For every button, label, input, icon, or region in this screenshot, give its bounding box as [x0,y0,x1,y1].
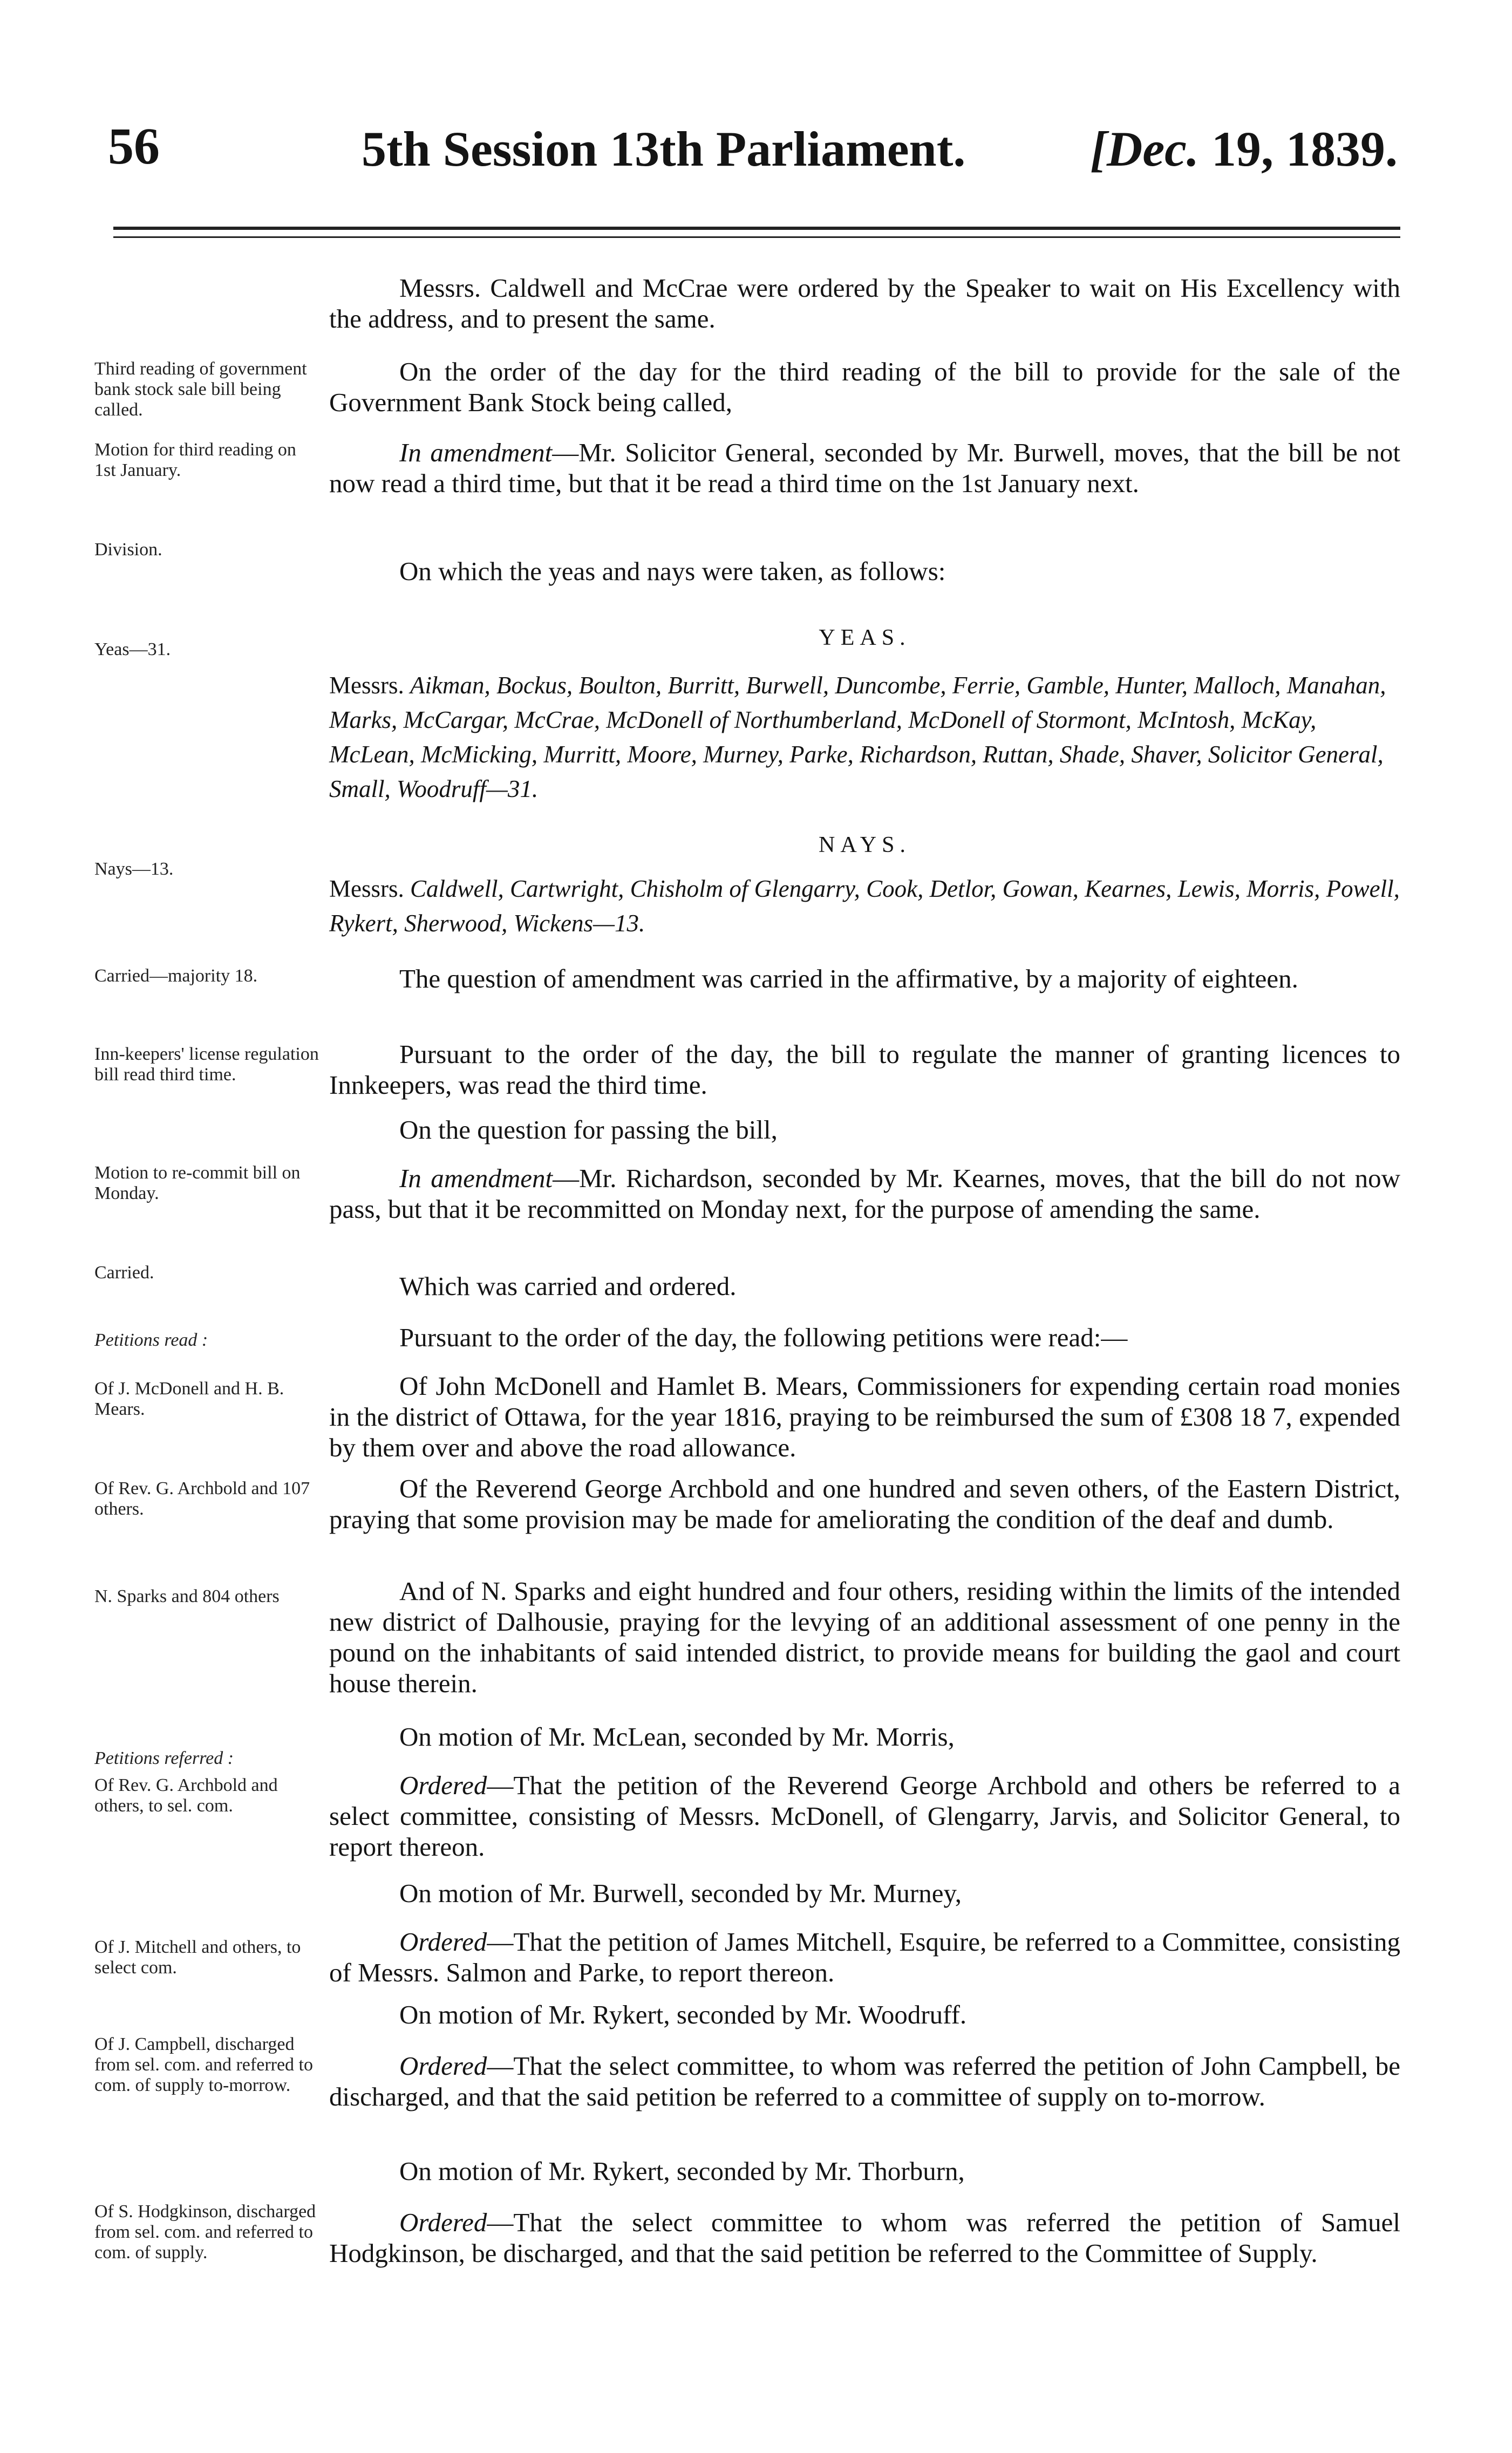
paragraph-text: Which was carried and ordered. [399,1271,737,1301]
paragraph-text: On the order of the day for the third reading of the bill to provide for the sale of the Government Bank Stock being called, [329,357,1400,417]
paragraph-lead: In amendment [399,1163,553,1193]
paragraph [329,1878,1400,1909]
paragraph-lead: Ordered [399,1927,487,1957]
paragraph [329,1322,1400,1353]
margin-note: Carried. [94,1263,154,1283]
margin-note: Of J. Campbell, discharged from sel. com. and referred to com. of supply to-morrow. [94,2034,313,2095]
margin-note: Motion to re-commit bill on Monday. [94,1163,301,1203]
paragraph-text: Pursuant to the order of the day, the following petitions were read:— [399,1323,1128,1352]
header-rule-thin [113,236,1400,238]
margin-note: Third reading of government bank stock sale bill being called. [94,359,307,420]
yeas-label: Messrs. [329,672,404,699]
running-title: 5th Session 13th Parliament. [362,121,966,176]
margin-note: Of J. McDonell and H. B. Mears. [94,1379,284,1419]
paragraph [329,1770,1400,1862]
paragraph [329,1926,1400,1988]
paragraph-text: —That the select committee, to whom was referred the petition of John Campbell, be discharged, and that the said petition be referred to a committee of supply on to-morrow. [329,2051,1400,2111]
yeas-heading: YEAS. [819,625,911,650]
paragraph [329,437,1400,499]
paragraph [329,2207,1400,2268]
margin-note: Of Rev. G. Archbold and others, to sel. com. [94,1775,278,1816]
paragraph-text: Pursuant to the order of the day, the bill to regulate the manner of granting licences to Innkeepers, was read the third time. [329,1039,1400,1100]
margin-note: Carried—majority 18. [94,966,258,986]
paragraph [329,1721,1400,1752]
running-date [1090,120,1398,178]
paragraph-text: On motion of Mr. Burwell, seconded by Mr. Murney, [399,1878,962,1908]
paragraph-text: And of N. Sparks and eight hundred and four others, residing within the limits of the intended new district of Dalhousie, praying for the levying of an additional assessment of one penny in the pound on the inhabitants of said intended district, to provide means for building the gaol and court house therein. [329,1576,1400,1698]
paragraph [329,2156,1400,2186]
yeas-list [329,668,1400,806]
running-date-year: 19, 1839. [1199,121,1398,176]
paragraph-text: Messrs. Caldwell and McCrae were ordered by the Speaker to wait on His Excellency with the address, and to present the same. [329,273,1400,333]
margin-note-heading: Petitions referred : [94,1748,234,1768]
paragraph-text: —That the select committee to whom was referred the petition of Samuel Hodgkinson, be discharged, and that the said petition be referred to the Committee of Supply. [329,2207,1400,2268]
paragraph [329,356,1400,418]
paragraph-lead: Ordered [399,2051,487,2081]
margin-note: Of J. Mitchell and others, to select com. [94,1937,301,1978]
header-rule-thick [113,227,1400,230]
paragraph [329,2050,1400,2112]
paragraph-lead: In amendment [399,438,553,467]
running-date-month: [Dec. [1090,121,1199,176]
nays-names: Caldwell, Cartwright, Chisholm of Glengarry, Cook, Detlor, Gowan, Kearnes, Lewis, Morris, Powell, Rykert, Sherwood, Wickens—13. [329,875,1400,937]
paragraph-lead: Ordered [399,2207,487,2237]
nays-label: Messrs. [329,875,404,902]
margin-note: N. Sparks and 804 others [94,1586,280,1606]
paragraph-text: On which the yeas and nays were taken, as follows: [399,556,946,586]
paragraph [329,272,1400,334]
paragraph [329,1576,1400,1699]
paragraph-text: Of John McDonell and Hamlet B. Mears, Commissioners for expending certain road monies in the district of Ottawa, for the year 1816, praying to be reimbursed the sum of £308 18 7, expended by them over and above the road allowance. [329,1371,1400,1462]
paragraph-text: On the question for passing the bill, [399,1115,778,1144]
page-number: 56 [108,117,160,175]
paragraph-text: —That the petition of the Reverend George Archbold and others be referred to a select committee, consisting of Messrs. McDonell, of Glengarry, Jarvis, and Solicitor General, to report thereon. [329,1770,1400,1862]
nays-heading: NAYS. [819,833,911,857]
paragraph [329,556,1400,587]
yeas-names: Aikman, Bockus, Boulton, Burritt, Burwell, Duncombe, Ferrie, Gamble, Hunter, Malloch, Manahan, Marks, McCargar, McCrae, McDonell of Northumberland, McDonell of Stormont, McIntosh, McKay, McLean, McMicking, Murritt, Moore, Murney, Parke, Richardson, Ruttan, Shade, Shaver, Solicitor General, Small, Woodruff—31. [329,672,1386,802]
paragraph [329,963,1400,994]
paragraph-text: On motion of Mr. McLean, seconded by Mr. Morris, [399,1722,955,1752]
margin-note: Division. [94,540,162,560]
paragraph-text: On motion of Mr. Rykert, seconded by Mr. Woodruff. [399,2000,967,2029]
margin-note: Yeas—31. [94,639,171,659]
paragraph-text: —Mr. Richardson, seconded by Mr. Kearnes, moves, that the bill do not now pass, but that it be recommitted on Monday next, for the purpose of amending the same. [329,1163,1400,1224]
margin-note: Motion for third reading on 1st January. [94,440,296,480]
paragraph [329,1114,1400,1145]
margin-note: Of Rev. G. Archbold and 107 others. [94,1478,310,1519]
margin-note: Of S. Hodgkinson, discharged from sel. com. and referred to com. of supply. [94,2202,316,2263]
paragraph-lead: Ordered [399,1770,487,1800]
margin-note: Petitions read : [94,1330,208,1350]
paragraph [329,1473,1400,1535]
paragraph-text: On motion of Mr. Rykert, seconded by Mr. Thorburn, [399,2156,965,2186]
paragraph-text: Of the Reverend George Archbold and one hundred and seven others, of the Eastern District, praying that some provision may be made for ameliorating the condition of the deaf and dumb. [329,1474,1400,1534]
paragraph [329,1163,1400,1224]
nays-list [329,871,1400,941]
page-header [108,116,1398,186]
paragraph [329,1371,1400,1463]
paragraph-text: The question of amendment was carried in the affirmative, by a majority of eighteen. [399,964,1298,993]
paragraph [329,1999,1400,2030]
paragraph-text: —Mr. Solicitor General, seconded by Mr. Burwell, moves, that the bill be not now read a third time, but that it be read a third time on the 1st January next. [329,438,1401,498]
margin-note: Nays—13. [94,859,174,879]
paragraph-text: —That the petition of James Mitchell, Esquire, be referred to a Committee, consisting of Messrs. Salmon and Parke, to report thereon. [329,1927,1400,1987]
paragraph [329,1039,1400,1100]
paragraph [329,1271,1400,1302]
margin-note: Inn-keepers' license regulation bill read third time. [94,1044,319,1085]
